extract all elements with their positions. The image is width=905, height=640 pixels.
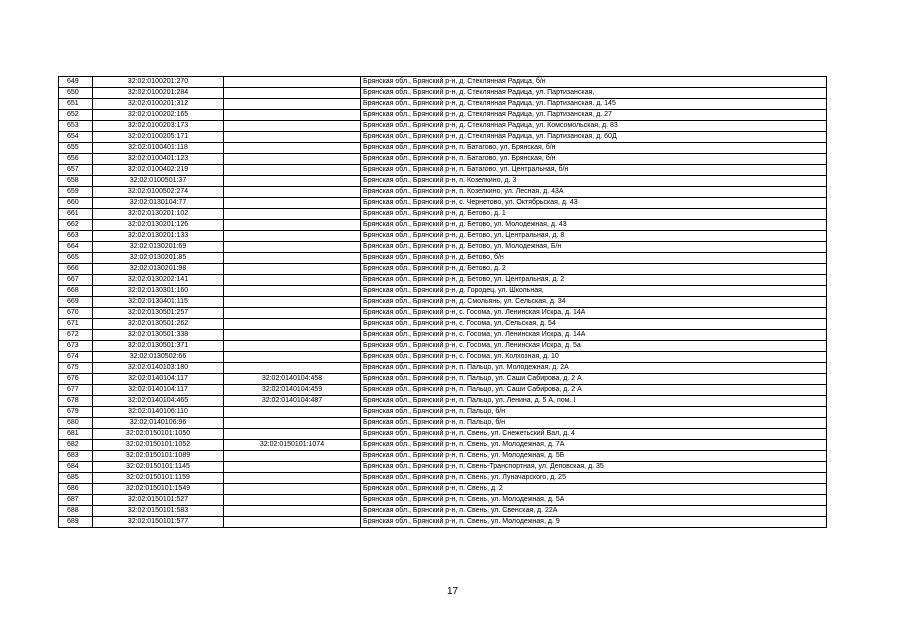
cadastral-number-cell: 32:02:0150101:1145 [93, 462, 224, 473]
table-row [59, 418, 827, 429]
related-cadastral-number-cell [224, 132, 361, 143]
related-cadastral-number-cell [224, 517, 361, 528]
row-number-cell: 667 [59, 275, 93, 286]
table-row [59, 286, 827, 297]
related-cadastral-number-cell [224, 253, 361, 264]
table-row [59, 341, 827, 352]
cadastral-number-cell: 32:02:0130401:115 [93, 297, 224, 308]
row-number-cell: 678 [59, 396, 93, 407]
related-cadastral-number-cell [224, 451, 361, 462]
table-row [59, 484, 827, 495]
related-cadastral-number-cell [224, 506, 361, 517]
cadastral-number-cell: 32:02:0130301:160 [93, 286, 224, 297]
related-cadastral-number-cell [224, 495, 361, 506]
related-cadastral-number-cell [224, 220, 361, 231]
property-table-body [59, 77, 827, 528]
row-number-cell: 688 [59, 506, 93, 517]
related-cadastral-number-cell [224, 154, 361, 165]
related-cadastral-number-cell [224, 352, 361, 363]
property-table [58, 76, 827, 528]
row-number-cell: 666 [59, 264, 93, 275]
table-row [59, 385, 827, 396]
table-row [59, 473, 827, 484]
cadastral-number-cell: 32:02:0150101:1089 [93, 451, 224, 462]
address-cell: Брянская обл., Брянский р-н, п. Батагово, ул. Брянская, б/н [361, 154, 827, 165]
cadastral-number-cell: 32:02:0150101:1052 [93, 440, 224, 451]
address-cell: Брянская обл., Брянский р-н, п. Свень-Транспортная, ул. Деповская, д. 35 [361, 462, 827, 473]
cadastral-number-cell: 32:02:0130501:338 [93, 330, 224, 341]
cadastral-number-cell: 32:02:0100501:37 [93, 176, 224, 187]
related-cadastral-number-cell [224, 242, 361, 253]
table-row [59, 176, 827, 187]
related-cadastral-number-cell: 32:02:0140104:458 [224, 374, 361, 385]
page-number: 17 [446, 586, 459, 597]
related-cadastral-number-cell [224, 484, 361, 495]
cadastral-number-cell: 32:02:0130502:66 [93, 352, 224, 363]
related-cadastral-number-cell [224, 110, 361, 121]
cadastral-number-cell: 32:02:0130201:69 [93, 242, 224, 253]
address-cell: Брянская обл., Брянский р-н, п. Пальцо, б/н [361, 418, 827, 429]
address-cell: Брянская обл., Брянский р-н, с. Госома, ул. Колхозная, д. 10 [361, 352, 827, 363]
address-cell: Брянская обл., Брянский р-н, п. Батагово, ул. Центральная, б/н [361, 165, 827, 176]
address-cell: Брянская обл., Брянский р-н, п. Пальцо, ул. Саши Сабирова, д. 2 А [361, 385, 827, 396]
related-cadastral-number-cell [224, 286, 361, 297]
table-row [59, 242, 827, 253]
related-cadastral-number-cell [224, 88, 361, 99]
cadastral-number-cell: 32:02:0130201:133 [93, 231, 224, 242]
related-cadastral-number-cell [224, 363, 361, 374]
related-cadastral-number-cell [224, 429, 361, 440]
address-cell: Брянская обл., Брянский р-н, п. Свень, ул. Молодежная, д. 5А [361, 495, 827, 506]
table-row [59, 517, 827, 528]
address-cell: Брянская обл., Брянский р-н, п. Свень, ул. Свенская, д. 22А [361, 506, 827, 517]
address-cell: Брянская обл., Брянский р-н, п. Козелкино, д. 3 [361, 176, 827, 187]
address-cell: Брянская обл., Брянский р-н, п. Пальцо, ул. Саши Сабирова, д. 2 А [361, 374, 827, 385]
row-number-cell: 651 [59, 99, 93, 110]
cadastral-number-cell: 32:02:0150101:583 [93, 506, 224, 517]
cadastral-number-cell: 32:02:0100502:274 [93, 187, 224, 198]
cadastral-number-cell: 32:02:0130201:85 [93, 253, 224, 264]
cadastral-number-cell: 32:02:0150101:527 [93, 495, 224, 506]
cadastral-number-cell: 32:02:0100201:284 [93, 88, 224, 99]
related-cadastral-number-cell: 32:02:0150101:1074 [224, 440, 361, 451]
cadastral-number-cell: 32:02:0150101:1159 [93, 473, 224, 484]
row-number-cell: 661 [59, 209, 93, 220]
cadastral-number-cell: 32:02:0100402:219 [93, 165, 224, 176]
table-row [59, 506, 827, 517]
table-row [59, 330, 827, 341]
row-number-cell: 670 [59, 308, 93, 319]
related-cadastral-number-cell [224, 121, 361, 132]
address-cell: Брянская обл., Брянский р-н, д. Стеклянная Радица, ул. Комсомольская, д. 83 [361, 121, 827, 132]
row-number-cell: 671 [59, 319, 93, 330]
table-row [59, 352, 827, 363]
row-number-cell: 676 [59, 374, 93, 385]
row-number-cell: 664 [59, 242, 93, 253]
related-cadastral-number-cell [224, 330, 361, 341]
cadastral-number-cell: 32:02:0140106:110 [93, 407, 224, 418]
row-number-cell: 673 [59, 341, 93, 352]
row-number-cell: 650 [59, 88, 93, 99]
address-cell: Брянская обл., Брянский р-н, с. Госома, ул. Сельская, д. 54 [361, 319, 827, 330]
cadastral-number-cell: 32:02:0140106:96 [93, 418, 224, 429]
table-row [59, 231, 827, 242]
address-cell: Брянская обл., Брянский р-н, д. Бетово, ул. Центральная, д. 2 [361, 275, 827, 286]
related-cadastral-number-cell [224, 77, 361, 88]
row-number-cell: 682 [59, 440, 93, 451]
address-cell: Брянская обл., Брянский р-н, п. Свень, д. 2 [361, 484, 827, 495]
row-number-cell: 665 [59, 253, 93, 264]
cadastral-number-cell: 32:02:0130104:77 [93, 198, 224, 209]
cadastral-number-cell: 32:02:0130201:98 [93, 264, 224, 275]
row-number-cell: 662 [59, 220, 93, 231]
related-cadastral-number-cell [224, 418, 361, 429]
address-cell: Брянская обл., Брянский р-н, д. Стеклянная Радица, ул. Партизанская, д. 145 [361, 99, 827, 110]
related-cadastral-number-cell [224, 198, 361, 209]
address-cell: Брянская обл., Брянский р-н, п. Пальцо, ул. Ленина, д. 5 А, пом. I [361, 396, 827, 407]
related-cadastral-number-cell [224, 231, 361, 242]
related-cadastral-number-cell [224, 176, 361, 187]
row-number-cell: 668 [59, 286, 93, 297]
table-row [59, 264, 827, 275]
related-cadastral-number-cell [224, 209, 361, 220]
row-number-cell: 659 [59, 187, 93, 198]
table-row [59, 407, 827, 418]
cadastral-number-cell: 32:02:0140103:180 [93, 363, 224, 374]
table-row [59, 396, 827, 407]
row-number-cell: 674 [59, 352, 93, 363]
related-cadastral-number-cell [224, 319, 361, 330]
cadastral-number-cell: 32:02:0130202:141 [93, 275, 224, 286]
cadastral-number-cell: 32:02:0100201:312 [93, 99, 224, 110]
row-number-cell: 683 [59, 451, 93, 462]
related-cadastral-number-cell [224, 99, 361, 110]
related-cadastral-number-cell [224, 275, 361, 286]
row-number-cell: 675 [59, 363, 93, 374]
table-row [59, 319, 827, 330]
address-cell: Брянская обл., Брянский р-н, с. Госома, ул. Ленинская Искра, д. 14А [361, 330, 827, 341]
cadastral-number-cell: 32:02:0150101:577 [93, 517, 224, 528]
address-cell: Брянская обл., Брянский р-н, д. Стеклянная Радица, б/н [361, 77, 827, 88]
address-cell: Брянская обл., Брянский р-н, п. Свень, ул. Молодежная, д. 7А [361, 440, 827, 451]
related-cadastral-number-cell [224, 473, 361, 484]
related-cadastral-number-cell [224, 341, 361, 352]
cadastral-number-cell: 32:02:0100401:118 [93, 143, 224, 154]
address-cell: Брянская обл., Брянский р-н, д. Стеклянная Радица, ул. Партизанская, д. 60Д [361, 132, 827, 143]
address-cell: Брянская обл., Брянский р-н, п. Батагово, ул. Брянская, б/н [361, 143, 827, 154]
table-row [59, 209, 827, 220]
table-row [59, 308, 827, 319]
table-row [59, 132, 827, 143]
address-cell: Брянская обл., Брянский р-н, д. Бетово, б/н [361, 253, 827, 264]
row-number-cell: 679 [59, 407, 93, 418]
cadastral-number-cell: 32:02:0130501:257 [93, 308, 224, 319]
related-cadastral-number-cell: 32:02:0140104:487 [224, 396, 361, 407]
address-cell: Брянская обл., Брянский р-н, д. Смольянь, ул. Сельская, д. 34 [361, 297, 827, 308]
table-row [59, 495, 827, 506]
address-cell: Брянская обл., Брянский р-н, д. Городец, ул. Школьная, [361, 286, 827, 297]
row-number-cell: 672 [59, 330, 93, 341]
address-cell: Брянская обл., Брянский р-н, д. Стеклянная Радица, ул. Партизанская, д. 27 [361, 110, 827, 121]
address-cell: Брянская обл., Брянский р-н, д. Бетово, ул. Молодежная, Б/н [361, 242, 827, 253]
related-cadastral-number-cell [224, 187, 361, 198]
address-cell: Брянская обл., Брянский р-н, д. Бетово, ул. Молодежная, д. 43 [361, 220, 827, 231]
row-number-cell: 686 [59, 484, 93, 495]
table-row [59, 297, 827, 308]
row-number-cell: 684 [59, 462, 93, 473]
related-cadastral-number-cell [224, 264, 361, 275]
row-number-cell: 677 [59, 385, 93, 396]
row-number-cell: 654 [59, 132, 93, 143]
row-number-cell: 681 [59, 429, 93, 440]
table-row [59, 220, 827, 231]
address-cell: Брянская обл., Брянский р-н, п. Козелкино, ул. Лесная, д. 43А [361, 187, 827, 198]
address-cell: Брянская обл., Брянский р-н, д. Бетово, ул. Центральная, д. 8 [361, 231, 827, 242]
table-row [59, 374, 827, 385]
related-cadastral-number-cell [224, 308, 361, 319]
cadastral-number-cell: 32:02:0140104:117 [93, 385, 224, 396]
cadastral-number-cell: 32:02:0100201:270 [93, 77, 224, 88]
cadastral-number-cell: 32:02:0130201:102 [93, 209, 224, 220]
related-cadastral-number-cell: 32:02:0140104:459 [224, 385, 361, 396]
row-number-cell: 669 [59, 297, 93, 308]
row-number-cell: 656 [59, 154, 93, 165]
address-cell: Брянская обл., Брянский р-н, д. Бетово, д. 1 [361, 209, 827, 220]
address-cell: Брянская обл., Брянский р-н, д. Стеклянная Радица, ул. Партизанская, [361, 88, 827, 99]
address-cell: Брянская обл., Брянский р-н, п. Свень, ул. Молодежная, д. 9 [361, 517, 827, 528]
cadastral-number-cell: 32:02:0100202:165 [93, 110, 224, 121]
related-cadastral-number-cell [224, 462, 361, 473]
related-cadastral-number-cell [224, 143, 361, 154]
cadastral-number-cell: 32:02:0130201:126 [93, 220, 224, 231]
row-number-cell: 660 [59, 198, 93, 209]
table-row [59, 440, 827, 451]
table-row [59, 110, 827, 121]
cadastral-number-cell: 32:02:0150101:1549 [93, 484, 224, 495]
cadastral-number-cell: 32:02:0140104:117 [93, 374, 224, 385]
row-number-cell: 680 [59, 418, 93, 429]
table-row [59, 143, 827, 154]
related-cadastral-number-cell [224, 165, 361, 176]
row-number-cell: 658 [59, 176, 93, 187]
address-cell: Брянская обл., Брянский р-н, п. Свень, ул. Луначарского, д. 25 [361, 473, 827, 484]
cadastral-number-cell: 32:02:0130501:371 [93, 341, 224, 352]
cadastral-number-cell: 32:02:0140104:465 [93, 396, 224, 407]
address-cell: Брянская обл., Брянский р-н, с. Чернетово, ул. Октябрьская, д. 43 [361, 198, 827, 209]
cadastral-number-cell: 32:02:0100205:171 [93, 132, 224, 143]
cadastral-number-cell: 32:02:0130501:262 [93, 319, 224, 330]
address-cell: Брянская обл., Брянский р-н, п. Пальцо, б/н [361, 407, 827, 418]
address-cell: Брянская обл., Брянский р-н, с. Госома, ул. Ленинская Искра, д. 5а [361, 341, 827, 352]
table-row [59, 451, 827, 462]
address-cell: Брянская обл., Брянский р-н, с. Госома, ул. Ленинская Искра, д. 14А [361, 308, 827, 319]
table-row [59, 198, 827, 209]
row-number-cell: 663 [59, 231, 93, 242]
address-cell: Брянская обл., Брянский р-н, п. Пальцо, ул. Молодежная, д. 2А [361, 363, 827, 374]
table-row [59, 253, 827, 264]
row-number-cell: 649 [59, 77, 93, 88]
cadastral-number-cell: 32:02:0100401:123 [93, 154, 224, 165]
table-row [59, 275, 827, 286]
row-number-cell: 689 [59, 517, 93, 528]
address-cell: Брянская обл., Брянский р-н, д. Бетово, д. 2 [361, 264, 827, 275]
related-cadastral-number-cell [224, 297, 361, 308]
cadastral-number-cell: 32:02:0150101:1050 [93, 429, 224, 440]
row-number-cell: 657 [59, 165, 93, 176]
table-row [59, 363, 827, 374]
address-cell: Брянская обл., Брянский р-н, п. Свень, ул. Снежетьский Вал, д. 4 [361, 429, 827, 440]
table-row [59, 88, 827, 99]
address-cell: Брянская обл., Брянский р-н, п. Свень, ул. Молодежная, д. 5Б [361, 451, 827, 462]
table-row [59, 121, 827, 132]
row-number-cell: 655 [59, 143, 93, 154]
cadastral-number-cell: 32:02:0100203:173 [93, 121, 224, 132]
row-number-cell: 687 [59, 495, 93, 506]
table-row [59, 187, 827, 198]
table-row [59, 462, 827, 473]
row-number-cell: 685 [59, 473, 93, 484]
table-row [59, 77, 827, 88]
row-number-cell: 653 [59, 121, 93, 132]
table-row [59, 154, 827, 165]
row-number-cell: 652 [59, 110, 93, 121]
table-row [59, 99, 827, 110]
table-row [59, 165, 827, 176]
table-row [59, 429, 827, 440]
related-cadastral-number-cell [224, 407, 361, 418]
